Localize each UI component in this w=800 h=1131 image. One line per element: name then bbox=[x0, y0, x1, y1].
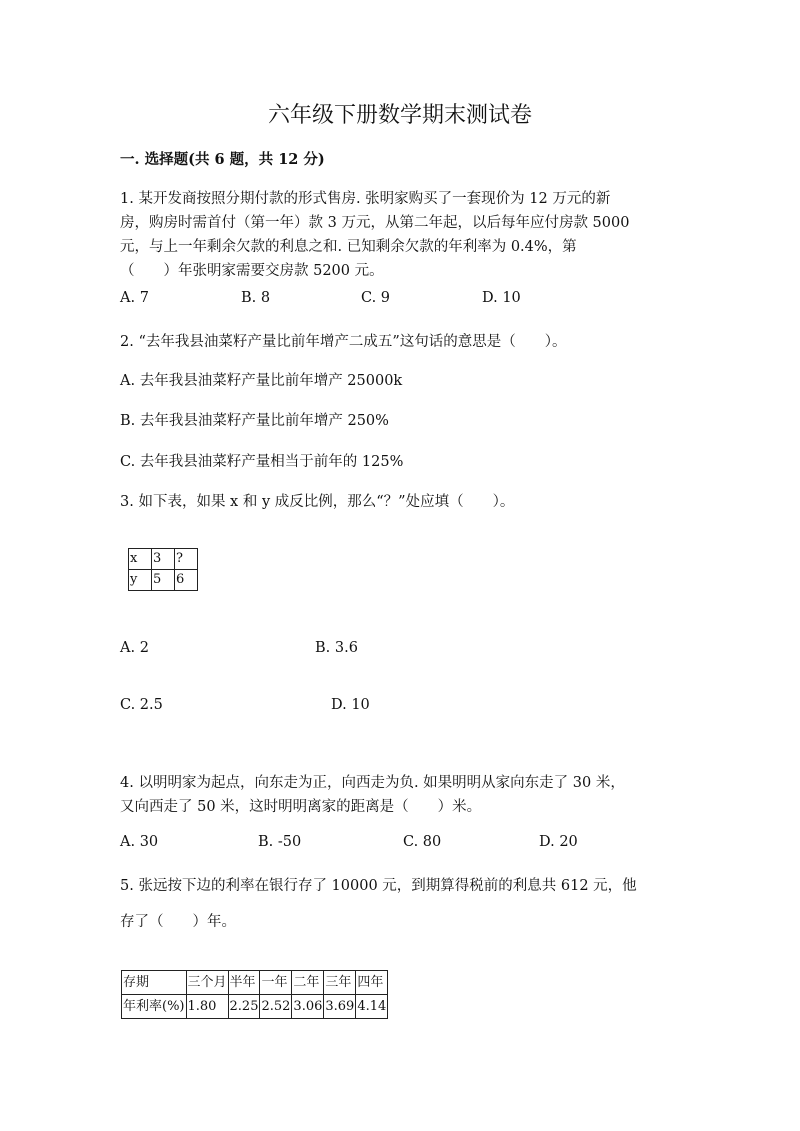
table-row bbox=[122, 971, 388, 995]
table-cell: 三个月 bbox=[186, 971, 228, 995]
xy-table bbox=[128, 548, 198, 591]
option-c[interactable]: C. 9 bbox=[361, 290, 391, 306]
question-4 bbox=[120, 771, 668, 819]
question-3-options-row-1 bbox=[120, 640, 680, 660]
table-row bbox=[129, 549, 198, 570]
page-title: 六年级下册数学期末测试卷 bbox=[267, 103, 532, 128]
option-b[interactable]: B. 去年我县油菜籽产量比前年增产 250% bbox=[120, 413, 389, 429]
option-a[interactable]: A. 30 bbox=[120, 834, 159, 850]
question-1-options bbox=[120, 290, 680, 310]
option-d[interactable]: D. 10 bbox=[331, 697, 370, 713]
table-cell: 半年 bbox=[228, 971, 260, 995]
question-3-options-row-2 bbox=[120, 697, 680, 717]
table-row bbox=[129, 570, 198, 591]
option-d[interactable]: D. 10 bbox=[482, 290, 521, 306]
table-cell: 二年 bbox=[292, 971, 324, 995]
table-row bbox=[122, 995, 388, 1019]
table-cell: 2.25 bbox=[228, 995, 260, 1019]
table-cell: 3.06 bbox=[292, 995, 324, 1019]
table-cell: 一年 bbox=[260, 971, 292, 995]
option-a[interactable]: A. 7 bbox=[120, 290, 149, 306]
question-1-line: （ ）年张明家需要交房款 5200 元。 bbox=[120, 263, 384, 279]
option-a[interactable]: A. 2 bbox=[120, 640, 149, 656]
table-cell: 存期 bbox=[122, 971, 187, 995]
question-1 bbox=[120, 187, 668, 283]
table-cell: 2.52 bbox=[260, 995, 292, 1019]
option-d[interactable]: D. 20 bbox=[539, 834, 578, 850]
table-cell: 1.80 bbox=[186, 995, 228, 1019]
question-1-line: 1. 某开发商按照分期付款的形式售房. 张明家购买了一套现价为 12 万元的新 bbox=[120, 191, 611, 207]
table-cell: 6 bbox=[175, 570, 198, 591]
option-a[interactable]: A. 去年我县油菜籽产量比前年增产 25000k bbox=[120, 373, 403, 389]
section-heading: 一. 选择题(共 6 题，共 12 分) bbox=[120, 151, 325, 168]
table-cell: 5 bbox=[152, 570, 175, 591]
table-cell: 三年 bbox=[324, 971, 356, 995]
table-cell: 年利率(%) bbox=[122, 995, 187, 1019]
option-b[interactable]: B. 3.6 bbox=[315, 640, 358, 656]
option-b[interactable]: B. 8 bbox=[241, 290, 271, 306]
table-cell: 4.14 bbox=[356, 995, 388, 1019]
table-cell: x bbox=[129, 549, 152, 570]
question-1-line: 元，与上一年剩余欠款的利息之和. 已知剩余欠款的年利率为 0.4%，第 bbox=[120, 239, 577, 255]
table-cell: 3.69 bbox=[324, 995, 356, 1019]
table-cell: y bbox=[129, 570, 152, 591]
question-5-line: 5. 张远按下边的利率在银行存了 10000 元，到期算得税前的利息共 612 元，他 bbox=[120, 878, 637, 894]
table-cell: ? bbox=[175, 549, 198, 570]
question-4-options bbox=[120, 834, 680, 854]
question-4-line: 又向西走了 50 米，这时明明离家的距离是（ ）米。 bbox=[120, 799, 482, 815]
option-c[interactable]: C. 80 bbox=[403, 834, 442, 850]
option-c[interactable]: C. 2.5 bbox=[120, 697, 163, 713]
table-cell: 四年 bbox=[356, 971, 388, 995]
question-4-line: 4. 以明明家为起点，向东走为正，向西走为负. 如果明明从家向东走了 30 米， bbox=[120, 775, 625, 791]
question-5-line: 存了（ ）年。 bbox=[120, 914, 236, 930]
question-3: 3. 如下表，如果 x 和 y 成反比例，那么“？”处应填（ ）。 bbox=[120, 494, 515, 510]
table-cell: 3 bbox=[152, 549, 175, 570]
question-2: 2. “去年我县油菜籽产量比前年增产二成五”这句话的意思是（ ）。 bbox=[120, 334, 567, 350]
option-c[interactable]: C. 去年我县油菜籽产量相当于前年的 125% bbox=[120, 454, 404, 470]
interest-rate-table bbox=[121, 970, 388, 1019]
question-1-line: 房，购房时需首付（第一年）款 3 万元，从第二年起，以后每年应付房款 5000 bbox=[120, 215, 630, 231]
option-b[interactable]: B. -50 bbox=[258, 834, 302, 850]
